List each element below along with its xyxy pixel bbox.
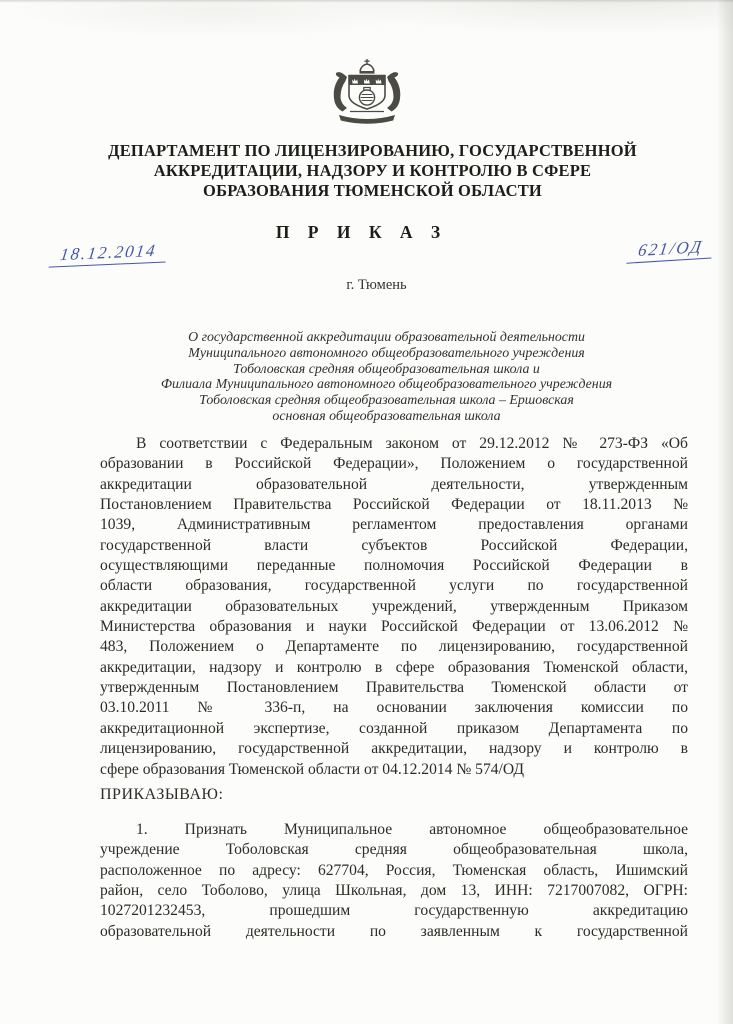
order-item-1-line: образовательной деятельности по заявленным к государственной (100, 922, 688, 940)
legal-basis-line: Постановлением Правительства Российской Федерации от 18.11.2013 № (100, 496, 688, 514)
legal-basis-line: утвержденным Постановлением Правительства Тюменской области от (100, 679, 688, 697)
legal-basis-paragraph (100, 434, 688, 780)
legal-basis-line: 03.10.2011 № 336-п, на основании заключения комиссии по (100, 699, 688, 717)
city-label: г. Тюмень (346, 277, 407, 293)
department-title-line: ДЕПАРТАМЕНТ ПО ЛИЦЕНЗИРОВАНИЮ, ГОСУДАРСТВЕННОЙ (108, 141, 637, 160)
order-subject-line: Филиала Муниципального автономного общеобразовательного учреждения (160, 377, 613, 393)
order-item-1-line: расположенное по адресу: 627704, Россия, Тюменская область, Ишимский (100, 861, 688, 879)
legal-basis-line: 1039, Административным регламентом предоставления органами (100, 516, 688, 534)
order-item-1-line: учреждение Тоболовская средняя общеобразовательная школа, (100, 841, 688, 859)
directive-label: ПРИКАЗЫВАЮ: (100, 786, 224, 803)
date-and-number-row (50, 236, 713, 269)
order-subject-line: Тоболовская средняя общеобразовательная школа – Ершовская (199, 393, 574, 409)
order-heading: П Р И К А З (275, 222, 448, 242)
legal-basis-line: В соответствии с Федеральным законом от 29.12.2012 № 273-ФЗ «Об (136, 435, 688, 452)
legal-basis-line: сфере образования Тюменской области от 04.12.2014 № 574/ОД (100, 760, 524, 778)
legal-basis-line: аккредитационной экспертизе, созданной приказом Департамента по (100, 719, 688, 737)
order-subject-line: основная общеобразовательная школа (272, 408, 501, 424)
order-item-1-line: 1027201232453, прошедшим государственную аккредитацию (100, 902, 688, 920)
order-item-1-line: 1. Признать Муниципальное автономное общеобразовательное (136, 821, 688, 838)
legal-basis-line: аккредитации образовательной деятельности, утвержденным (100, 475, 688, 493)
legal-basis-line: аккредитации образовательных учреждений, утвержденным Приказом (100, 597, 688, 615)
tyumen-oblast-coat-of-arms-icon (315, 58, 419, 131)
order-item-1-paragraph (100, 820, 688, 942)
handwritten-order-number: 621/ОД (627, 236, 715, 263)
legal-basis-line: аккредитации, надзору и контролю в сфере образования Тюменской области, (100, 658, 688, 676)
legal-basis-line: государственной власти субъектов Российской Федерации, (100, 536, 688, 554)
legal-basis-line: лицензированию, государственной аккредитации, надзору и контролю в (100, 740, 688, 758)
order-subject-line: Тоболовская средняя общеобразовательная школа и (233, 361, 540, 377)
legal-basis-line: 483, Положением о Департаменте по лицензированию, государственной (100, 638, 688, 656)
department-title (70, 141, 675, 201)
legal-basis-line: осуществляющими переданные полномочия Российской Федерации в (100, 557, 688, 575)
order-subject-line: Муниципального автономного общеобразовательного учреждения (188, 345, 585, 361)
legal-basis-line: образовании в Российской Федерации», Положением о государственной (100, 455, 688, 473)
order-subject (90, 330, 683, 425)
order-subject-line: О государственной аккредитации образовательной деятельности (188, 330, 585, 345)
order-item-1-line: район, село Тоболово, улица Школьная, дом 13, ИНН: 7217007082, ОГРН: (100, 882, 688, 900)
department-title-line: АККРЕДИТАЦИИ, НАДЗОРУ И КОНТРОЛЮ В СФЕРЕ (153, 161, 592, 180)
legal-basis-line: области образования, государственной услуги по государственной (100, 577, 688, 595)
handwritten-date: 18.12.2014 (49, 240, 168, 267)
legal-basis-line: Министерства образования и науки Российской Федерации от 13.06.2012 № (100, 618, 688, 636)
department-title-line: ОБРАЗОВАНИЯ ТЮМЕНСКОЙ ОБЛАСТИ (203, 181, 542, 200)
